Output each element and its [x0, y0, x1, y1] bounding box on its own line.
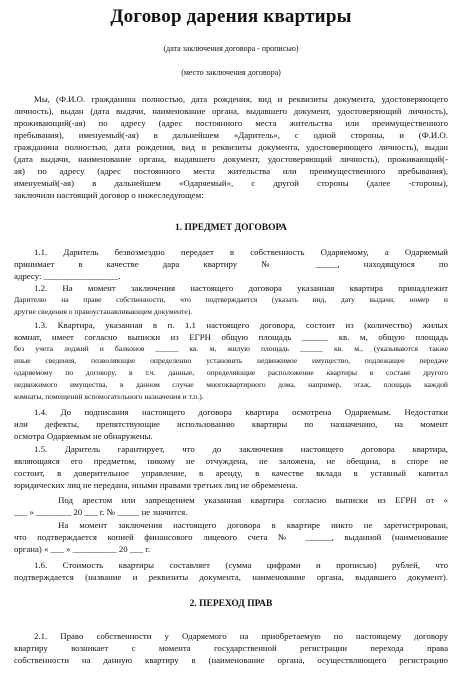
text-line: осмотра Одаряемым не обнаружены. [14, 431, 153, 441]
text-line: Дарителю на праве собственности, что подтверждается (указать вид, дату выдачи, номер и [14, 295, 448, 304]
text-line: Под арестом или запрещением указанная квартира согласно выписки из ЕГРН от « [58, 495, 448, 505]
text-line: собственности на данную квартиру в (наименование органа, осуществляющего регистрацию [14, 655, 448, 665]
text-line: проживающий(-ая) по адресу (адрес постоянного места жительства или преимущественного [14, 118, 448, 128]
text-line: 1.6. Стоимость квартиры составляет (сумма цифрами и прописью) рублей, что [34, 560, 448, 570]
text-line: 1.4. До подписания настоящего договора квартира осмотрена Одаряемым. Недостатки [34, 407, 448, 417]
text-line: другие сведения о правоустанавливающем документе). [14, 307, 193, 316]
section-heading-2: 2. ПЕРЕХОД ПРАВ [189, 599, 273, 609]
text-line: На момент заключения настоящего договора в квартире никто не зарегистрирован, [58, 520, 448, 530]
text-line: квартиру возникает с момента государственной регистрации перехода права [14, 643, 448, 653]
text-line: ая) по адресу (адрес постоянного места жительства или преимущественного пребывания), [14, 166, 448, 176]
text-line: комнат, имеет согласно выписки из ЕГРН общую площадь ______ кв. м, общую площадь [14, 332, 448, 342]
text-line: пребывания), именуемый(-ая) в дальнейшем «Даритель», с одной стороны, и (Ф.И.О. [14, 130, 448, 140]
text-line: органа) « ___ » __________ 20 ___ г. [14, 544, 151, 554]
text-line: или дефекты, препятствующие использованию квартиры по назначению, на момент [14, 419, 448, 429]
text-line: без учета лоджий и балконов ______ кв. м, жилую площадь ______ кв. м., (указываются также [14, 344, 448, 353]
text-line: принимает в качестве дара квартиру № _____, находящуюся по [14, 259, 448, 269]
text-line: являющаяся его предметом, никому не отчуждена, не заложена, не обещана, в споре не [14, 456, 448, 466]
text-line: подтверждается (название и реквизиты документа, наименование органа, выдавшего документ). [14, 572, 448, 582]
text-line: 1.5. Даритель гарантирует, что до заключения настоящего договора квартира, [34, 444, 448, 454]
text-line: Мы, (Ф.И.О. гражданина полностью, дата рождения, вид и реквизиты документа, удостоверяющего [34, 94, 448, 104]
text-line: (дата выдачи, наименование органа, выдавшего документ, удостоверяющий личность), проживающий(- [14, 154, 448, 164]
text-line: недвижимого имущества, в данном случае многоквартирного дома, например, этаж, площадь каждой [14, 380, 448, 389]
place-note: (место заключения договора) [181, 68, 281, 77]
text-line: юридических лиц не передана, иными правами третьих лиц не обременена. [14, 480, 298, 490]
text-line: состоит, в доверительное управление, в аренду, в качестве вклада в уставный капитал [14, 468, 448, 478]
text-line: ___ » ________ 20 ___ г. № _____ не значится. [14, 507, 188, 517]
text-line: 1.1. Даритель безвозмездно передает в собственность Одаряемому, а Одаряемый [34, 247, 448, 257]
text-line: 1.3. Квартира, указанная в п. 1.1 настоящего договора, состоит из (количество) жилых [34, 320, 448, 330]
date-note: (дата заключения договора - прописью) [163, 44, 299, 53]
text-line: личность), выдан (дата выдачи, наименование органа, выдавшего документ, удостоверяющий личность), [14, 106, 448, 116]
text-line: гражданина полностью, дата рождения, вид и реквизиты документа, удостоверяющего личность), выдан [14, 142, 448, 152]
text-line: заключили настоящий договор о нижеследующем: [14, 190, 204, 200]
text-line: одаряемому по договору, в т.ч. данные, определяющие расположение квартиры в составе другого [14, 368, 448, 377]
text-line: 1.2. На момент заключения настоящего договора указанная квартира принадлежит [34, 283, 448, 293]
text-line: что подтверждается копией финансового лицевого счета № ______, выданной (наименование [14, 532, 448, 542]
document-title: Договор дарения квартиры [110, 6, 352, 27]
text-line: комнаты, помещений вспомогательного назначения и т.п.). [14, 392, 204, 401]
section-heading-1: 1. ПРЕДМЕТ ДОГОВОРА [175, 223, 287, 233]
text-line: иные сведения, позволяющие определенно установить недвижимое имущество, подлежащее передаче [14, 356, 448, 365]
text-line: именуемый(-ая) в дальнейшем «Одаряемый», с другой стороны (далее -стороны), [14, 178, 448, 188]
text-line: адресу: _________________. [14, 271, 121, 281]
text-line: 2.1. Право собственности у Одаряемого на приобретаемую по настоящему договору [34, 631, 448, 641]
